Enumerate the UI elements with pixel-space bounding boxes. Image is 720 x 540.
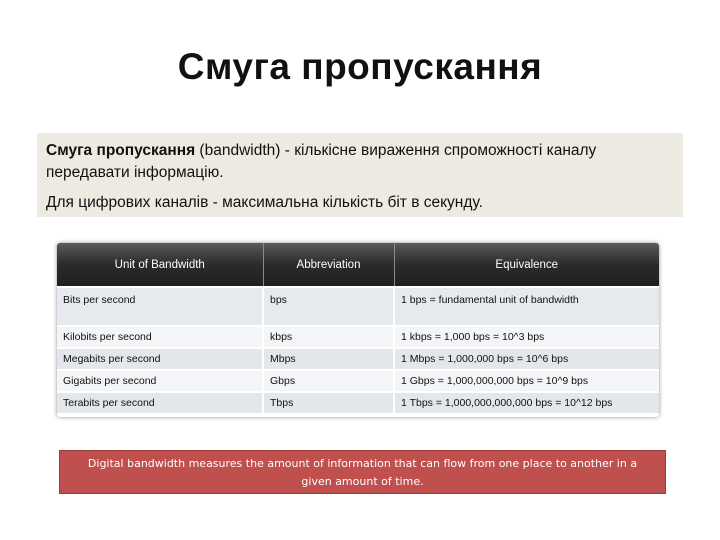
- cell-equivalence: 1 Gbps = 1,000,000,000 bps = 10^9 bps: [394, 370, 659, 392]
- cell-unit: Terabits per second: [57, 392, 263, 413]
- cell-abbreviation: kbps: [263, 326, 394, 348]
- table-row: [57, 348, 659, 370]
- cell-abbreviation: bps: [263, 287, 394, 326]
- cell-equivalence: 1 Mbps = 1,000,000 bps = 10^6 bps: [394, 348, 659, 370]
- cell-equivalence: 1 kbps = 1,000 bps = 10^3 bps: [394, 326, 659, 348]
- cell-abbreviation: Gbps: [263, 370, 394, 392]
- bandwidth-table: [57, 243, 659, 417]
- definition-text: (bandwidth) - кількісне вираження спроможності каналу передавати інформацію.: [46, 142, 597, 181]
- definition-term: Смуга пропускання: [46, 142, 196, 159]
- cell-unit: Gigabits per second: [57, 370, 263, 392]
- table-row: [57, 370, 659, 392]
- cell-unit: Kilobits per second: [57, 326, 263, 348]
- definition-paragraph: [46, 140, 674, 184]
- header-unit: Unit of Bandwidth: [57, 243, 263, 287]
- cell-abbreviation: Tbps: [263, 392, 394, 413]
- cell-abbreviation: Mbps: [263, 348, 394, 370]
- cell-unit: Megabits per second: [57, 348, 263, 370]
- table-row: [57, 392, 659, 413]
- cell-equivalence: 1 Tbps = 1,000,000,000,000 bps = 10^12 bps: [394, 392, 659, 413]
- definition-box: [37, 133, 683, 217]
- bandwidth-note: Digital bandwidth measures the amount of information that can flow from one place to another in a given amount of time.: [59, 450, 666, 494]
- page-title: Смуга пропускання: [177, 46, 543, 87]
- table-row: [57, 287, 659, 326]
- cell-equivalence: 1 bps = fundamental unit of bandwidth: [394, 287, 659, 326]
- header-abbreviation: Abbreviation: [263, 243, 394, 287]
- table-row: [57, 326, 659, 348]
- table-header-row: [57, 243, 659, 287]
- header-equivalence: Equivalence: [394, 243, 659, 287]
- cell-unit: Bits per second: [57, 287, 263, 326]
- definition-digital: Для цифрових каналів - максимальна кількість біт в секунду.: [46, 194, 483, 211]
